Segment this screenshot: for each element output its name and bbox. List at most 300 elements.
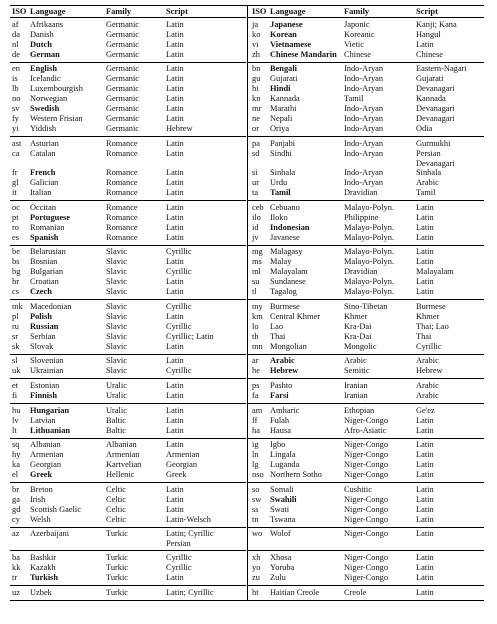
script-name: Arabic (416, 390, 439, 400)
iso-code: ba (12, 552, 20, 562)
language-name: Estonian (30, 380, 60, 390)
iso-code: fr (12, 167, 18, 177)
iso-code: jv (252, 232, 259, 242)
script-name: Latin (166, 390, 184, 400)
script-name: Hangul (416, 29, 441, 39)
language-family: Japonic (344, 19, 370, 29)
language-family: Niger-Congo (344, 470, 389, 480)
iso-code: am (252, 405, 263, 415)
script-name: Latin (166, 74, 184, 84)
script-name: Cyrillic (166, 562, 192, 572)
language-family: Baltic (106, 425, 127, 435)
iso-code: ka (12, 460, 20, 470)
table-row (10, 515, 246, 525)
iso-code: br (12, 484, 19, 494)
iso-code: my (252, 301, 263, 311)
table-row (248, 381, 484, 391)
script-name: Cyrillic (166, 366, 192, 376)
language-family: Germanic (106, 94, 140, 104)
script-name: Latin (166, 148, 184, 158)
iso-code: zh (252, 49, 260, 59)
table-row (10, 356, 246, 366)
table-row (248, 302, 484, 312)
table-row (10, 20, 246, 30)
language-family: Niger-Congo (344, 450, 389, 460)
language-family: Romance (106, 232, 138, 242)
table-row (248, 257, 484, 267)
table-row (248, 312, 484, 322)
language-family: Malayo-Polyn. (344, 222, 395, 232)
language-name: Hungarian (30, 405, 70, 415)
language-name: Portuguese (30, 212, 71, 222)
language-name: French (30, 167, 56, 177)
table-row (10, 406, 246, 416)
language-family: Germanic (106, 124, 140, 134)
table-row (10, 213, 246, 223)
script-name: Latin (166, 484, 184, 494)
language-family: Baltic (106, 415, 127, 425)
iso-code: bs (12, 257, 20, 267)
table-row (248, 277, 484, 287)
iso-code: sk (12, 341, 20, 351)
table-row (10, 168, 246, 178)
language-family: Indo-Aryan (344, 114, 384, 124)
language-name: Azerbaijani (30, 529, 70, 539)
language-name: Georgian (30, 460, 62, 470)
script-name: Latin (166, 94, 184, 104)
iso-code: et (12, 380, 19, 390)
iso-code: ml (252, 267, 261, 277)
table-row (10, 573, 246, 583)
table-row (10, 495, 246, 505)
iso-code: ar (252, 356, 259, 366)
iso-code: xh (252, 552, 261, 562)
iso-code: ko (252, 29, 261, 39)
language-family: Niger-Congo (344, 529, 389, 539)
language-family: Mongolic (344, 341, 377, 351)
language-name: Tswana (270, 514, 296, 524)
table-row (10, 588, 246, 598)
language-family: Turkic (106, 552, 129, 562)
table-row (10, 302, 246, 312)
table-row (10, 391, 246, 401)
script-name: Latin (416, 39, 434, 49)
iso-code: mg (252, 247, 263, 257)
script-name: Latin (166, 572, 184, 582)
language-name: Indonesian (270, 222, 310, 232)
language-name: Welsh (30, 514, 51, 524)
table-row (248, 287, 484, 297)
language-name: Farsi (270, 390, 289, 400)
table-row (248, 64, 484, 74)
language-family: Khmer (344, 311, 368, 321)
iso-code: tn (252, 514, 259, 524)
language-family: Indo-Aryan (344, 104, 384, 114)
iso-code: bn (252, 64, 261, 74)
language-group (10, 551, 246, 585)
iso-code: ig (252, 440, 259, 450)
language-name: Slovenian (30, 356, 64, 366)
iso-code: th (252, 331, 259, 341)
header-script: Script (166, 7, 188, 16)
language-name: Greek (30, 470, 53, 480)
table-row (248, 505, 484, 515)
iso-code: uk (12, 366, 21, 376)
table-row (10, 450, 246, 460)
script-name: Latin (416, 514, 434, 524)
script-name: Latin (416, 504, 434, 514)
iso-code: no (12, 94, 21, 104)
language-family: Philippine (344, 212, 379, 222)
language-family: Uralic (106, 380, 127, 390)
language-family: Malayo-Polyn. (344, 232, 395, 242)
language-family: Kra-Dai (344, 331, 372, 341)
script-name: Devanagari (416, 84, 455, 94)
language-family: Cushitic (344, 484, 372, 494)
iso-code: si (252, 168, 258, 178)
language-family: Indo-Aryan (344, 138, 384, 148)
language-group (248, 404, 484, 438)
table-row (10, 505, 246, 515)
script-name: Latin (166, 64, 184, 74)
table-row (248, 356, 484, 366)
table-row (248, 573, 484, 583)
language-name: Czech (30, 287, 52, 297)
table-row (248, 74, 484, 84)
language-name: Amharic (270, 405, 300, 415)
language-name: Luganda (270, 460, 300, 470)
script-name: Latin (166, 341, 184, 351)
language-name: Cebuano (270, 202, 300, 212)
iso-code: es (12, 232, 19, 242)
iso-code: wo (252, 529, 263, 539)
table-row (248, 178, 484, 188)
script-name: Cyrillic; Latin (166, 331, 214, 341)
script-name: Latin (166, 49, 184, 59)
language-name: Gujarati (270, 74, 298, 84)
table-row (10, 247, 246, 257)
language-family: Kra-Dai (344, 321, 372, 331)
iso-code: ilo (252, 212, 261, 222)
script-name: Latin (166, 415, 184, 425)
language-name: Sindhi (270, 148, 292, 158)
iso-code: lv (12, 415, 19, 425)
iso-code: gd (12, 504, 21, 514)
table-row (248, 332, 484, 342)
language-name: Panjabi (270, 138, 296, 148)
iso-code: mn (252, 341, 263, 351)
language-family: Arabic (344, 356, 367, 366)
iso-code: ru (12, 321, 19, 331)
language-family: Indo-Aryan (344, 124, 384, 134)
iso-code: sd (252, 148, 260, 158)
language-family: Indo-Aryan (344, 148, 384, 158)
script-name: Latin (166, 19, 184, 29)
script-name: Latin (166, 114, 184, 124)
script-name: Arabic (416, 178, 439, 188)
script-name: Latin-Welsch (166, 514, 211, 524)
language-group (10, 62, 246, 136)
language-family: Slavic (106, 331, 127, 341)
script-name: Latin (166, 380, 184, 390)
table-row (10, 277, 246, 287)
language-group (10, 300, 246, 354)
iso-code: mr (252, 104, 262, 114)
language-name: Luxembourgish (30, 84, 83, 94)
language-name: Slovak (30, 341, 54, 351)
script-name: Kannada (416, 94, 446, 104)
language-name: Albanian (30, 440, 61, 450)
table-row (10, 74, 246, 84)
table-row (248, 450, 484, 460)
table-row (248, 426, 484, 436)
table-body-left (10, 18, 246, 600)
iso-code: lo (252, 321, 259, 331)
script-name: Tamil (416, 188, 436, 198)
table-row (248, 188, 484, 198)
language-family: Indo-Aryan (344, 84, 384, 94)
language-group (10, 404, 246, 438)
table-row (10, 104, 246, 114)
language-family: Celtic (106, 494, 127, 504)
script-name: Sinhala (416, 168, 442, 178)
language-group (10, 201, 246, 245)
table-row (10, 223, 246, 233)
language-family: Slavic (106, 247, 127, 257)
table-row (248, 114, 484, 124)
language-family: Malayo-Polyn. (344, 257, 395, 267)
language-family: Creole (344, 587, 367, 597)
language-name: Urdu (270, 178, 288, 188)
language-group (10, 483, 246, 527)
iso-code: is (12, 74, 18, 84)
table-row (248, 588, 484, 598)
table-row (10, 203, 246, 213)
table-header-left (10, 6, 246, 17)
language-name: Tagalog (270, 287, 297, 297)
table-row (10, 149, 246, 168)
language-name: Hebrew (270, 366, 299, 376)
table-row (248, 460, 484, 470)
language-name: Korean (270, 29, 297, 39)
iso-code: af (12, 19, 19, 29)
iso-code: mk (12, 301, 23, 311)
header-iso: ISO (12, 7, 27, 16)
script-name: Greek (166, 470, 187, 480)
iso-code: zu (252, 572, 260, 582)
language-family: Iranian (344, 380, 368, 390)
language-family: Romance (106, 202, 138, 212)
table-row (10, 178, 246, 188)
iso-code: cy (12, 514, 20, 524)
language-name: Zulu (270, 572, 286, 582)
language-table (10, 5, 484, 601)
script-name: Latin; Cyrillic (166, 587, 214, 597)
language-family: Niger-Congo (344, 415, 389, 425)
iso-code: kk (12, 562, 21, 572)
script-name: Latin (416, 287, 434, 297)
iso-code: ast (12, 138, 22, 148)
iso-code: bg (12, 267, 21, 277)
language-name: Western Frisian (30, 114, 83, 124)
script-name: Latin (166, 356, 184, 366)
table-row (248, 440, 484, 450)
language-name: Yiddish (30, 124, 57, 134)
iso-code: fa (252, 390, 259, 400)
table-row (10, 30, 246, 40)
language-name: Macedonian (30, 301, 72, 311)
language-name: Serbian (30, 331, 56, 341)
language-family: Slavic (106, 267, 127, 277)
language-name: Pashto (270, 380, 293, 390)
script-name: Devanagari (416, 114, 455, 124)
language-name: Belarusian (30, 247, 66, 257)
language-name: Bosnian (30, 257, 58, 267)
table-row (10, 84, 246, 94)
table-row (248, 50, 484, 60)
language-group (10, 245, 246, 299)
table-row (10, 366, 246, 376)
iso-code: el (12, 470, 19, 480)
language-family: Turkic (106, 587, 129, 597)
iso-code: sv (12, 104, 20, 114)
language-name: Latvian (30, 415, 56, 425)
language-name: Oriya (270, 124, 290, 134)
language-family: Romance (106, 138, 138, 148)
language-group (248, 300, 484, 354)
language-family: Albanian (106, 440, 137, 450)
language-name: Ukrainian (30, 366, 64, 376)
table-row (248, 247, 484, 257)
table-row (10, 342, 246, 352)
script-name: Arabic (416, 380, 439, 390)
language-name: Malayalam (270, 267, 308, 277)
language-name: Swedish (30, 104, 60, 114)
language-family: Indo-Aryan (344, 74, 384, 84)
iso-code: ceb (252, 202, 264, 212)
table-row (10, 332, 246, 342)
language-name: Somali (270, 484, 294, 494)
script-name: Eastern-Nagari (416, 64, 467, 74)
language-name: Icelandic (30, 74, 61, 84)
script-name: Ge'ez (416, 405, 435, 415)
iso-code: pl (12, 311, 19, 321)
language-group (248, 137, 484, 200)
script-name: Thai (416, 331, 432, 341)
language-group (248, 551, 484, 585)
language-name: Scottish Gaelic (30, 504, 81, 514)
language-name: Malay (270, 257, 292, 267)
language-name: Polish (30, 311, 52, 321)
iso-code: fy (12, 114, 19, 124)
language-group (10, 354, 246, 378)
language-name: Swahili (270, 494, 297, 504)
script-name: Latin (166, 222, 184, 232)
table-row (10, 381, 246, 391)
table-row (10, 529, 246, 548)
language-name: Russian (30, 321, 59, 331)
table-row (248, 168, 484, 178)
language-name: Yoruba (270, 562, 295, 572)
table-row (248, 94, 484, 104)
language-family: Niger-Congo (344, 504, 389, 514)
script-name: Latin (166, 257, 184, 267)
script-name: Malayalam (416, 267, 454, 277)
language-family: Malayo-Polyn. (344, 247, 395, 257)
script-name: Latin (166, 494, 184, 504)
iso-code: pa (252, 138, 260, 148)
language-name: Kannada (270, 94, 300, 104)
table-row (248, 139, 484, 149)
language-name: Sundanese (270, 277, 306, 287)
language-family: Romance (106, 167, 138, 177)
script-name: Latin (166, 167, 184, 177)
iso-code: so (252, 484, 260, 494)
language-name: Wolof (270, 529, 291, 539)
table-row (248, 213, 484, 223)
script-name: Latin (416, 222, 434, 232)
language-group (248, 586, 484, 600)
language-family: Vietic (344, 39, 364, 49)
language-group (10, 379, 246, 403)
iso-code: ga (12, 494, 20, 504)
language-name: Bashkir (30, 552, 57, 562)
iso-code: km (252, 311, 263, 321)
language-name: English (30, 64, 58, 74)
language-name: Japanese (270, 19, 303, 29)
table-row (248, 223, 484, 233)
script-name: Hebrew (166, 124, 193, 134)
table-row (248, 20, 484, 30)
iso-code: hu (12, 405, 21, 415)
script-name: Latin (166, 84, 184, 94)
language-family: Dravidian (344, 188, 378, 198)
script-name: Latin (166, 104, 184, 114)
language-group (248, 245, 484, 299)
language-name: Italian (30, 187, 52, 197)
iso-code: pt (12, 212, 19, 222)
table-row (248, 40, 484, 50)
iso-code: it (12, 187, 17, 197)
table-row (248, 406, 484, 416)
script-name: Latin (416, 212, 434, 222)
language-family: Germanic (106, 19, 140, 29)
language-name: Irish (30, 494, 46, 504)
iso-code: kn (252, 94, 261, 104)
language-name: Thai (270, 331, 286, 341)
iso-code: ta (252, 188, 259, 198)
table-row (10, 188, 246, 198)
language-family: Germanic (106, 39, 140, 49)
script-name: Latin (416, 450, 434, 460)
table-row (10, 267, 246, 277)
script-name: Latin (166, 29, 184, 39)
iso-code: lg (252, 460, 259, 470)
table-row (10, 485, 246, 495)
iso-code: hi (252, 84, 259, 94)
language-family: Dravidian (344, 267, 378, 277)
header-language: Language (30, 7, 66, 16)
language-family: Germanic (106, 104, 140, 114)
language-group (248, 483, 484, 527)
iso-code: yi (12, 124, 19, 134)
language-family: Hellenic (106, 470, 135, 480)
script-name: Latin (416, 562, 434, 572)
table-row (248, 553, 484, 563)
language-name: Breton (30, 484, 53, 494)
language-group (10, 527, 246, 550)
language-name: Nepali (270, 114, 293, 124)
